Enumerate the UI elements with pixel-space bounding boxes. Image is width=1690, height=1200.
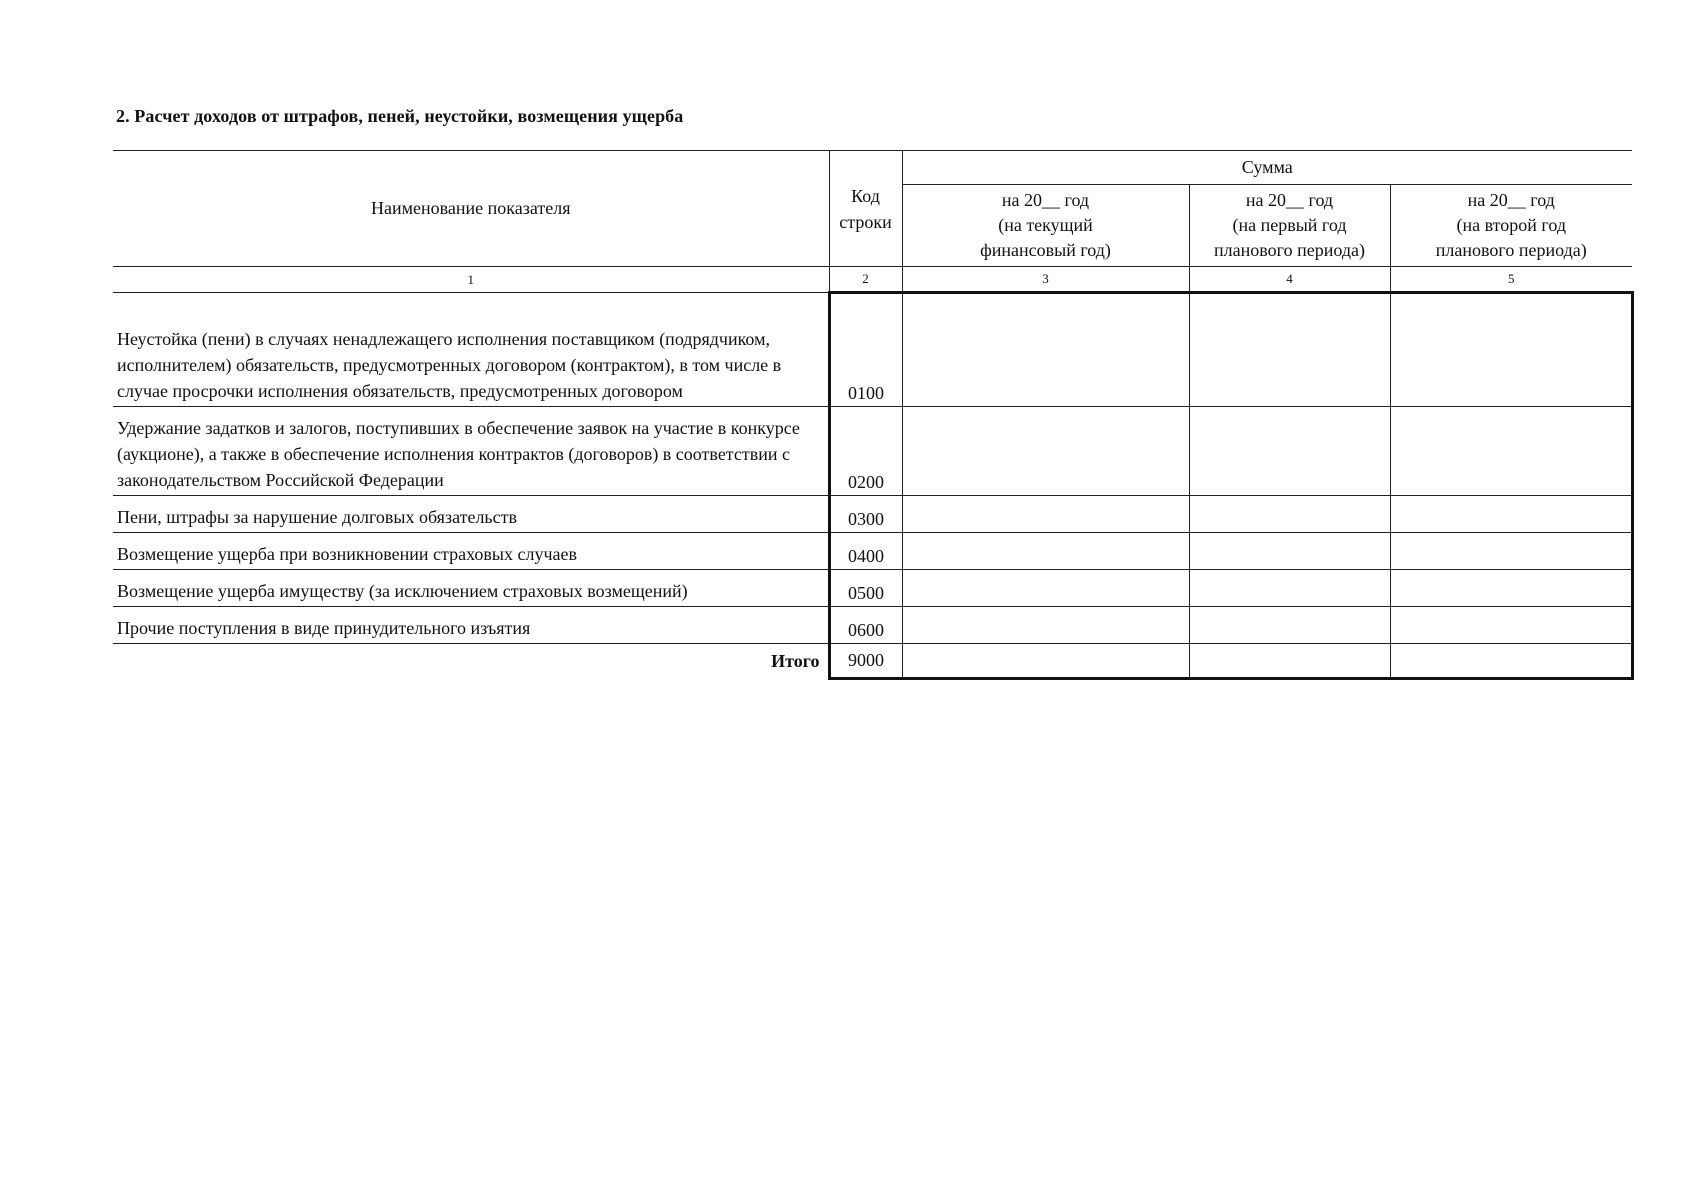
row-code: 0400 <box>829 533 902 570</box>
value-cell-current-year[interactable] <box>902 293 1189 407</box>
column-number: 5 <box>1390 267 1632 293</box>
row-name: Пени, штрафы за нарушение долговых обязательств <box>113 496 829 533</box>
table-row <box>113 607 1632 644</box>
table-row <box>113 570 1632 607</box>
header-col4-line2: (на первый год <box>1232 215 1347 235</box>
value-cell-first-plan-year[interactable] <box>1189 607 1390 644</box>
header-col3-line2: (на текущий <box>998 215 1093 235</box>
value-cell-first-plan-year[interactable] <box>1189 533 1390 570</box>
total-label: Итого <box>771 650 820 671</box>
header-col4-line3: планового периода) <box>1214 240 1365 260</box>
column-numbers-row <box>113 267 1632 293</box>
table-row <box>113 533 1632 570</box>
value-cell-current-year[interactable] <box>902 607 1189 644</box>
header-indicator-name: Наименование показателя <box>113 151 829 267</box>
table-row <box>113 293 1632 407</box>
header-summa: Сумма <box>902 151 1632 185</box>
header-col4-line1: на 20__ год <box>1245 190 1334 210</box>
header-second-plan-year <box>1390 185 1632 267</box>
section-title: 2. Расчет доходов от штрафов, пеней, неустойки, возмещения ущерба <box>116 106 684 126</box>
table-row <box>113 407 1632 496</box>
header-code-line2: строки <box>839 211 892 232</box>
total-code: 9000 <box>829 644 902 679</box>
column-number: 1 <box>113 267 829 293</box>
row-code: 0100 <box>829 293 902 407</box>
value-cell-current-year[interactable] <box>902 407 1189 496</box>
value-cell-first-plan-year[interactable] <box>1189 293 1390 407</box>
total-cell-first-plan-year[interactable] <box>1189 644 1390 679</box>
value-cell-current-year[interactable] <box>902 570 1189 607</box>
value-cell-second-plan-year[interactable] <box>1390 533 1632 570</box>
value-cell-second-plan-year[interactable] <box>1390 407 1632 496</box>
total-cell-current-year[interactable] <box>902 644 1189 679</box>
row-code: 0300 <box>829 496 902 533</box>
value-cell-second-plan-year[interactable] <box>1390 496 1632 533</box>
header-first-plan-year <box>1189 185 1390 267</box>
value-cell-second-plan-year[interactable] <box>1390 607 1632 644</box>
row-name: Прочие поступления в виде принудительного изъятия <box>113 607 829 644</box>
header-code-line1: Код <box>851 185 880 206</box>
value-cell-first-plan-year[interactable] <box>1189 570 1390 607</box>
total-row <box>113 644 1632 679</box>
header-line-code <box>829 151 902 267</box>
header-col5-line1: на 20__ год <box>1467 190 1555 210</box>
header-col3-line1: на 20__ год <box>1001 190 1090 210</box>
row-code: 0500 <box>829 570 902 607</box>
value-cell-current-year[interactable] <box>902 533 1189 570</box>
value-cell-current-year[interactable] <box>902 496 1189 533</box>
value-cell-second-plan-year[interactable] <box>1390 293 1632 407</box>
table-row <box>113 496 1632 533</box>
column-number: 2 <box>829 267 902 293</box>
row-name: Возмещение ущерба имуществу (за исключением страховых возмещений) <box>113 570 829 607</box>
total-cell-second-plan-year[interactable] <box>1390 644 1632 679</box>
header-col5-line2: (на второй год <box>1456 215 1566 235</box>
column-number: 3 <box>902 267 1189 293</box>
row-code: 0200 <box>829 407 902 496</box>
row-name: Неустойка (пени) в случаях ненадлежащего исполнения поставщиком (подрядчиком, исполнителем) обязательств, предусмотренных договором (контрактом), в том числе в случае просрочки исполнения обязательств, предусмотренных договором <box>113 293 829 407</box>
row-name: Возмещение ущерба при возникновении страховых случаев <box>113 533 829 570</box>
value-cell-first-plan-year[interactable] <box>1189 407 1390 496</box>
column-number: 4 <box>1189 267 1390 293</box>
income-calculation-table <box>113 150 1634 680</box>
header-current-year <box>902 185 1189 267</box>
row-name: Удержание задатков и залогов, поступивших в обеспечение заявок на участие в конкурсе (аукционе), а также в обеспечение исполнения контрактов (договоров) в соответствии с законодательством Российской Федерации <box>113 407 829 496</box>
header-col3-line3: финансовый год) <box>980 240 1111 260</box>
value-cell-first-plan-year[interactable] <box>1189 496 1390 533</box>
header-col5-line3: планового периода) <box>1435 240 1587 260</box>
value-cell-second-plan-year[interactable] <box>1390 570 1632 607</box>
row-code: 0600 <box>829 607 902 644</box>
